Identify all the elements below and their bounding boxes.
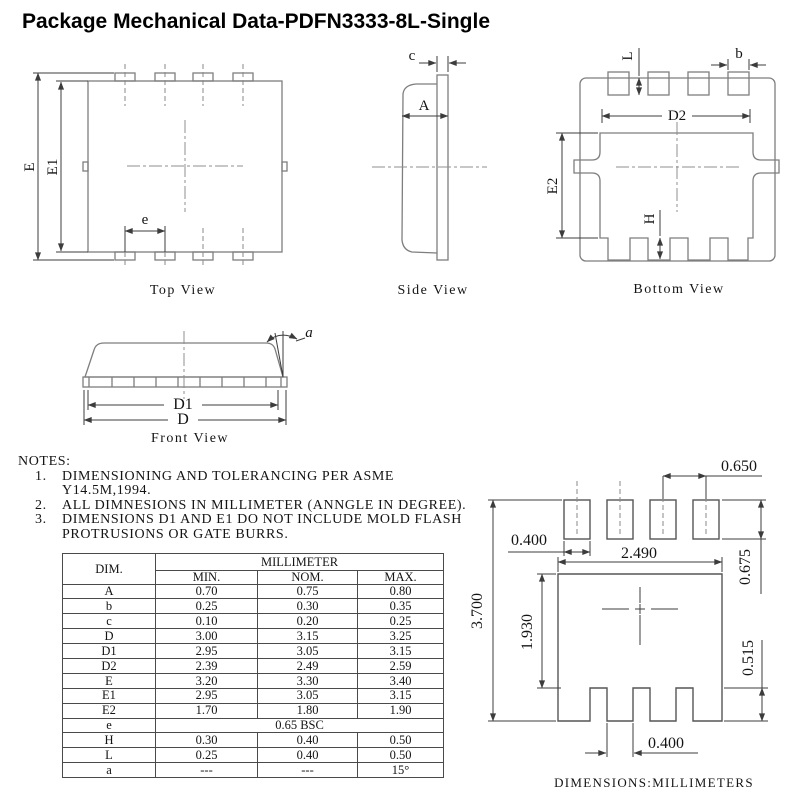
dim-cell: D1 xyxy=(63,644,156,659)
side-view-dimensions xyxy=(402,56,466,116)
nom-cell: --- xyxy=(258,763,358,778)
min-cell: 3.00 xyxy=(156,629,258,644)
table-row xyxy=(63,584,444,599)
bottom-view-centerlines xyxy=(616,122,740,212)
min-cell: 2.95 xyxy=(156,644,258,659)
note-item xyxy=(18,513,468,528)
table-row xyxy=(63,688,444,703)
dim-label-tab-width: 0.400 xyxy=(648,735,684,752)
page-title: Package Mechanical Data-PDFN3333-8L-Single xyxy=(22,10,491,33)
dim-label-D1: D1 xyxy=(173,396,193,413)
max-cell: 2.59 xyxy=(358,658,444,673)
dim-label-center-width: 2.490 xyxy=(621,545,657,562)
side-view-drawing xyxy=(372,48,487,298)
col-header-nom: NOM. xyxy=(258,571,358,585)
dim-label-c: c xyxy=(408,48,416,64)
col-header-min: MIN. xyxy=(156,571,258,585)
min-cell: 0.30 xyxy=(156,733,258,748)
nom-cell: 2.49 xyxy=(258,658,358,673)
dim-cell: a xyxy=(63,763,156,778)
dim-cell: E xyxy=(63,673,156,688)
dim-label-top-pad-width: 0.400 xyxy=(511,532,547,549)
notes-heading: NOTES: xyxy=(18,454,71,469)
dim-label-A: A xyxy=(418,98,430,114)
note-number: 3. xyxy=(35,512,47,528)
min-cell: 0.25 xyxy=(156,599,258,614)
max-cell: 0.80 xyxy=(358,584,444,599)
dim-label-a: a xyxy=(305,325,313,341)
nom-cell: 3.05 xyxy=(258,644,358,659)
nom-cell: 0.40 xyxy=(258,748,358,763)
max-cell: 0.25 xyxy=(358,614,444,629)
top-view-label: Top View xyxy=(149,283,217,298)
table-row xyxy=(63,644,444,659)
dim-cell: b xyxy=(63,599,156,614)
note-item xyxy=(18,470,468,485)
nom-cell: 3.30 xyxy=(258,673,358,688)
side-view-label: Side View xyxy=(397,283,469,298)
nom-cell: 1.80 xyxy=(258,703,358,718)
note-item xyxy=(18,499,468,514)
max-cell: 15° xyxy=(358,763,444,778)
max-cell: 3.25 xyxy=(358,629,444,644)
note-text: DIMENSIONING AND TOLERANCING PER ASME xyxy=(62,468,395,484)
max-cell: 3.15 xyxy=(358,688,444,703)
span-value-cell: 0.65 BSC xyxy=(156,718,444,733)
max-cell: 0.50 xyxy=(358,748,444,763)
dim-label-top-pad-height: 0.675 xyxy=(737,549,754,585)
note-text: Y14.5M,1994. xyxy=(62,483,152,499)
dim-cell: A xyxy=(63,584,156,599)
max-cell: 3.40 xyxy=(358,673,444,688)
note-text: PROTRUSIONS OR GATE BURRS. xyxy=(62,526,289,542)
table-row xyxy=(63,733,444,748)
table-row xyxy=(63,658,444,673)
nom-cell: 0.40 xyxy=(258,733,358,748)
front-view-label: Front View xyxy=(150,431,230,446)
min-cell: 2.39 xyxy=(156,658,258,673)
dim-cell: e xyxy=(63,718,156,733)
notes-section xyxy=(18,455,468,543)
dim-label-tab-height: 0.515 xyxy=(740,640,757,676)
note-number xyxy=(18,528,62,543)
dim-label-b: b xyxy=(735,46,743,62)
col-header-max: MAX. xyxy=(358,571,444,585)
min-cell: 0.25 xyxy=(156,748,258,763)
land-pattern-drawing xyxy=(469,458,768,790)
bottom-view-dimensions xyxy=(556,48,766,259)
dim-label-pitch: 0.650 xyxy=(721,458,757,475)
front-view-drawing xyxy=(83,325,313,446)
min-cell: 1.70 xyxy=(156,703,258,718)
nom-cell: 0.30 xyxy=(258,599,358,614)
table-row xyxy=(63,599,444,614)
max-cell: 3.15 xyxy=(358,644,444,659)
dim-cell: D2 xyxy=(63,658,156,673)
min-cell: --- xyxy=(156,763,258,778)
top-view-centerlines xyxy=(125,64,243,268)
max-cell: 1.90 xyxy=(358,703,444,718)
note-text: DIMENSIONS D1 AND E1 DO NOT INCLUDE MOLD FLASH xyxy=(62,512,462,528)
min-cell: 0.70 xyxy=(156,584,258,599)
table-row xyxy=(63,673,444,688)
note-number xyxy=(18,484,62,499)
min-cell: 3.20 xyxy=(156,673,258,688)
land-pattern-centerlines xyxy=(577,481,706,645)
note-text: ALL DIMNESIONS IN MILLIMETER (ANNGLE IN DEGREE). xyxy=(62,497,467,513)
dim-label-D2: D2 xyxy=(667,108,687,124)
table-row xyxy=(63,629,444,644)
table-row xyxy=(63,763,444,778)
dim-table-body xyxy=(63,584,444,778)
dim-label-D: D xyxy=(177,411,189,428)
dim-cell: H xyxy=(63,733,156,748)
bottom-view-label: Bottom View xyxy=(633,282,725,297)
dim-cell: D xyxy=(63,629,156,644)
dim-label-overall-height: 3.700 xyxy=(469,593,486,629)
table-header-row xyxy=(63,554,444,571)
dim-label-H: H xyxy=(642,213,658,225)
dimension-table xyxy=(62,553,444,778)
note-item xyxy=(18,484,468,499)
max-cell: 0.50 xyxy=(358,733,444,748)
min-cell: 2.95 xyxy=(156,688,258,703)
max-cell: 0.35 xyxy=(358,599,444,614)
col-header-dim: DIM. xyxy=(63,554,156,585)
dim-label-center-height: 1.930 xyxy=(519,614,536,650)
dim-cell: E1 xyxy=(63,688,156,703)
dim-label-E2: E2 xyxy=(545,177,561,195)
note-number: 1. xyxy=(35,468,47,484)
nom-cell: 0.75 xyxy=(258,584,358,599)
nom-cell: 3.15 xyxy=(258,629,358,644)
dim-cell: E2 xyxy=(63,703,156,718)
bottom-view-drawing xyxy=(545,46,779,297)
top-view-drawing xyxy=(22,64,287,298)
dim-cell: L xyxy=(63,748,156,763)
min-cell: 0.10 xyxy=(156,614,258,629)
nom-cell: 0.20 xyxy=(258,614,358,629)
note-number: 2. xyxy=(35,497,47,513)
col-header-unit: MILLIMETER xyxy=(156,554,444,571)
dim-label-E1: E1 xyxy=(45,158,61,176)
nom-cell: 3.05 xyxy=(258,688,358,703)
front-view-outline xyxy=(83,343,287,387)
note-item xyxy=(18,528,468,543)
table-row xyxy=(63,614,444,629)
dimensions-units-note: DIMENSIONS:MILLIMETERS xyxy=(554,775,754,790)
table-row xyxy=(63,703,444,718)
dim-label-E: E xyxy=(22,162,38,172)
dim-cell: c xyxy=(63,614,156,629)
dim-label-L: L xyxy=(620,51,636,61)
dim-label-e: e xyxy=(141,212,149,228)
table-row xyxy=(63,748,444,763)
table-row xyxy=(63,718,444,733)
